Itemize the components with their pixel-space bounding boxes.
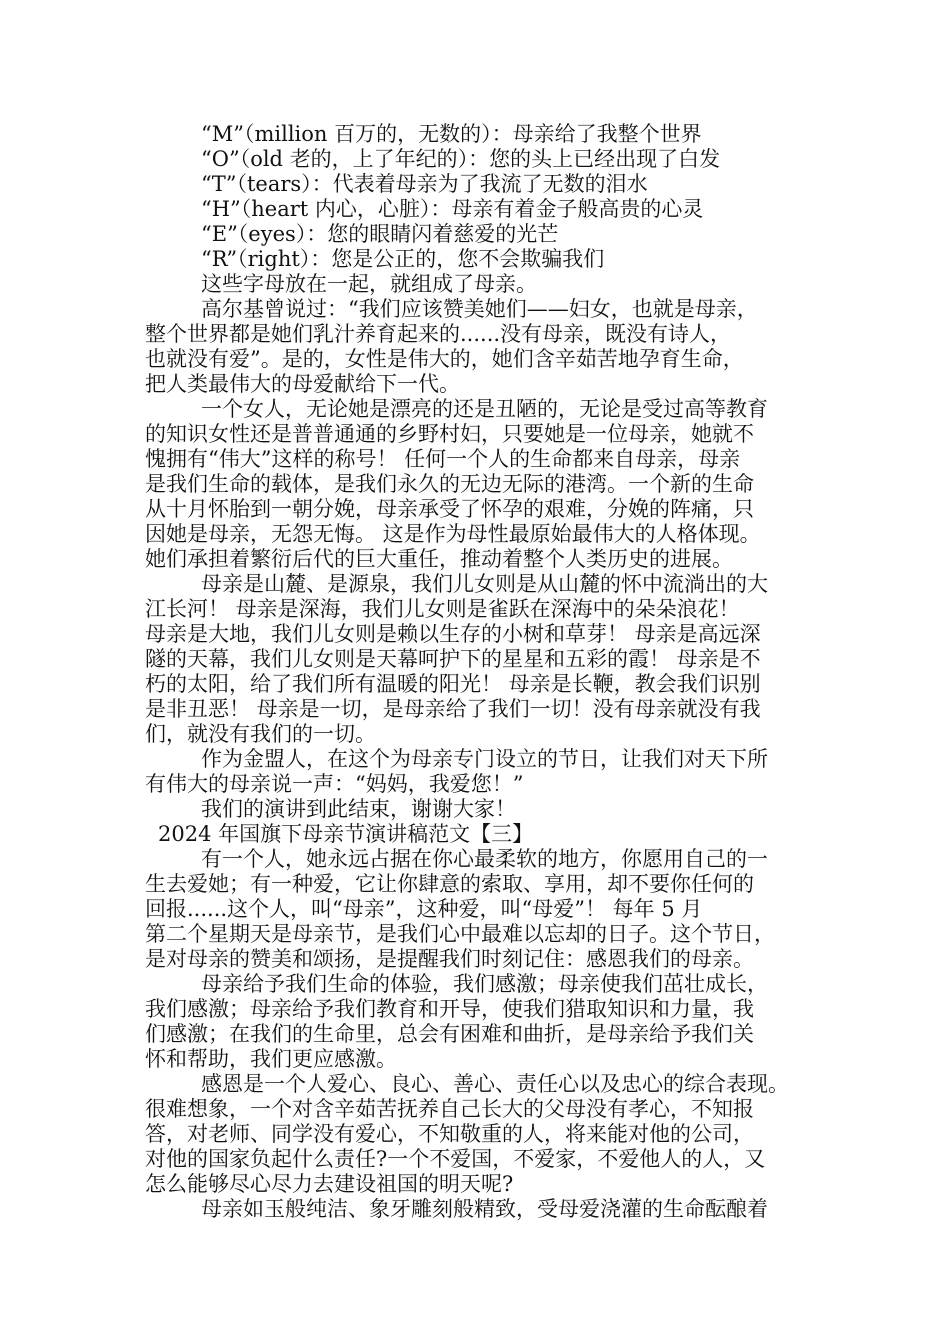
mother-acronym-h: “H”（heart 内心，心脏）：母亲有着金子般高贵的心灵 [201, 197, 704, 221]
paragraph-line: 高尔基曾说过：“我们应该赞美她们——妇女，也就是母亲， [201, 297, 758, 321]
section-heading: 2024 年国旗下母亲节演讲稿范文【三】 [158, 822, 534, 846]
paragraph-line: 朽的太阳，给了我们所有温暖的阳光！ 母亲是长鞭，教会我们识别 [145, 672, 761, 696]
paragraph-line: 对他的国家负起什么责任?一个不爱国，不爱家，不爱他人的人，又 [145, 1147, 766, 1171]
paragraph-line: 母亲是山麓、是源泉，我们儿女则是从山麓的怀中流淌出的大 [201, 572, 768, 596]
paragraph-line: 第二个星期天是母亲节，是我们心中最难以忘却的日子。这个节日， [145, 922, 775, 946]
paragraph-line: 们感激；在我们的生命里，总会有困难和曲折，是母亲给予我们关 [145, 1022, 754, 1046]
paragraph-line: 我们感激；母亲给予我们教育和开导，使我们猎取知识和力量，我 [145, 997, 754, 1021]
mother-acronym-e: “E”（eyes）：您的眼睛闪着慈爱的光芒 [201, 222, 559, 246]
paragraph-line: 很难想象，一个对含辛茹苦抚养自己长大的父母没有孝心，不知报 [145, 1097, 754, 1121]
paragraph-line: 们，就没有我们的一切。 [145, 722, 376, 746]
paragraph-line: 一个女人，无论她是漂亮的还是丑陋的，无论是受过高等教育 [201, 397, 768, 421]
paragraph-line: 从十月怀胎到一朝分娩，母亲承受了怀孕的艰难，分娩的阵痛，只 [145, 497, 754, 521]
paragraph-line: 作为金盟人，在这个为母亲专门设立的节日，让我们对天下所 [201, 747, 768, 771]
paragraph-line: 是非丑恶！ 母亲是一切，是母亲给了我们一切！没有母亲就没有我 [145, 697, 761, 721]
paragraph-line: 感恩是一个人爱心、良心、善心、责任心以及忠心的综合表现。 [201, 1072, 789, 1096]
paragraph-line: 隧的天幕，我们儿女则是天幕呵护下的星星和五彩的霞！ 母亲是不 [145, 647, 761, 671]
document-body [145, 122, 813, 1222]
mother-acronym-t: “T”（tears）：代表着母亲为了我流了无数的泪水 [201, 172, 648, 196]
paragraph-line: 回报......这个人，叫“母亲”，这种爱，叫“母爱”！ 每年 5 月 [145, 897, 703, 921]
paragraph-line: 怎么能够尽心尽力去建设祖国的明天呢? [145, 1172, 514, 1196]
paragraph-line: 江长河！ 母亲是深海，我们儿女则是雀跃在深海中的朵朵浪花！ [145, 597, 740, 621]
paragraph-line: 有伟大的母亲说一声：“妈妈，我爱您！” [145, 772, 524, 796]
paragraph-line: 因她是母亲，无怨无悔。 这是作为母性最原始最伟大的人格体现。 [145, 522, 761, 546]
paragraph-line: 有一个人，她永远占据在你心最柔软的地方，你愿用自己的一 [201, 847, 768, 871]
paragraph-line: 怀和帮助，我们更应感激。 [145, 1047, 397, 1071]
paragraph-line: 是我们生命的载体，是我们永久的无边无际的港湾。一个新的生命 [145, 472, 754, 496]
paragraph-line: 母亲是大地，我们儿女则是赖以生存的小树和草芽！ 母亲是高远深 [145, 622, 761, 646]
mother-acronym-m: “M”（million 百万的，无数的）：母亲给了我整个世界 [201, 122, 702, 146]
mother-acronym-o: “O”（old 老的，上了年纪的）：您的头上已经出现了白发 [201, 147, 721, 171]
paragraph-line: 这些字母放在一起，就组成了母亲。 [201, 272, 537, 296]
closing-line: 我们的演讲到此结束，谢谢大家！ [201, 797, 516, 821]
paragraph-line: 母亲如玉般纯洁、象牙雕刻般精致，受母爱浇灌的生命酝酿着 [201, 1197, 768, 1221]
paragraph-line: 整个世界都是她们乳汁养育起来的......没有母亲，既没有诗人， [145, 322, 732, 346]
paragraph-line: 是对母亲的赞美和颂扬，是提醒我们时刻记住：感恩我们的母亲。 [145, 947, 754, 971]
paragraph-line: 愧拥有“伟大”这样的称号！ 任何一个人的生命都来自母亲，母亲 [145, 447, 741, 471]
paragraph-line: 母亲给予我们生命的体验，我们感激；母亲使我们茁壮成长， [201, 972, 768, 996]
paragraph-line: 答，对老师、同学没有爱心，不知敬重的人，将来能对他的公司， [145, 1122, 754, 1146]
paragraph-line: 也就没有爱”。是的，女性是伟大的，她们含辛茹苦地孕育生命， [145, 347, 744, 371]
paragraph-line: 把人类最伟大的母爱献给下一代。 [145, 372, 460, 396]
paragraph-line: 她们承担着繁衍后代的巨大重任，推动着整个人类历史的进展。 [145, 547, 733, 571]
paragraph-line: 生去爱她；有一种爱，它让你肆意的索取、享用，却不要你任何的 [145, 872, 754, 896]
paragraph-line: 的知识女性还是普普通通的乡野村妇，只要她是一位母亲，她就不 [145, 422, 754, 446]
mother-acronym-r: “R”（right）：您是公正的，您不会欺骗我们 [201, 247, 605, 271]
